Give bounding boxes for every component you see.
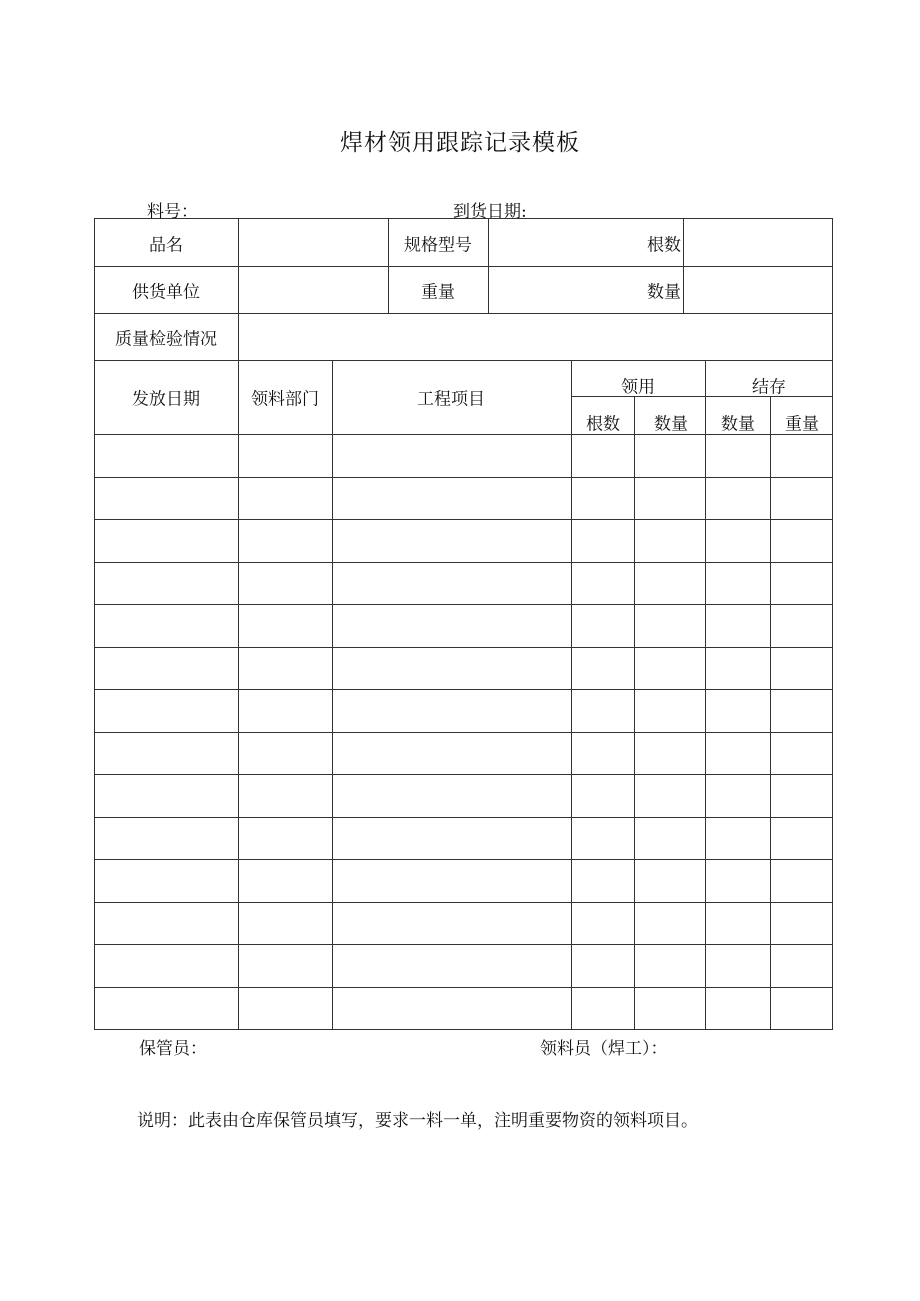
quantity-value[interactable] bbox=[684, 267, 832, 313]
table-row bbox=[95, 859, 832, 902]
table-cell[interactable] bbox=[572, 648, 634, 690]
table-cell[interactable] bbox=[706, 478, 770, 520]
table-cell[interactable] bbox=[333, 775, 571, 817]
table-cell[interactable] bbox=[706, 775, 770, 817]
table-cell[interactable] bbox=[706, 563, 770, 605]
table-cell[interactable] bbox=[635, 563, 705, 605]
table-cell[interactable] bbox=[771, 733, 831, 775]
instruction-note: 说明：此表由仓库保管员填写，要求一料一单，注明重要物资的领料项目。 bbox=[137, 1111, 698, 1131]
header-stock-quantity: 数量 bbox=[721, 414, 755, 435]
table-cell[interactable] bbox=[239, 945, 332, 987]
receiver-label: 领料员（焊工）： bbox=[540, 1039, 668, 1059]
table-cell[interactable] bbox=[572, 733, 634, 775]
table-cell[interactable] bbox=[706, 818, 770, 860]
header-received-root-count: 根数 bbox=[586, 414, 620, 435]
table-cell[interactable] bbox=[95, 860, 238, 902]
table-cell[interactable] bbox=[239, 818, 332, 860]
table-cell[interactable] bbox=[771, 563, 831, 605]
keeper-label: 保管员： bbox=[139, 1039, 207, 1059]
table-cell[interactable] bbox=[333, 818, 571, 860]
table-cell[interactable] bbox=[95, 775, 238, 817]
table-row bbox=[95, 689, 832, 732]
table-row bbox=[95, 477, 832, 520]
table-cell[interactable] bbox=[572, 563, 634, 605]
supplier-value[interactable] bbox=[239, 267, 388, 313]
table-cell[interactable] bbox=[333, 733, 571, 775]
table-cell[interactable] bbox=[771, 478, 831, 520]
table-cell[interactable] bbox=[239, 860, 332, 902]
quality-inspection-value[interactable] bbox=[239, 314, 832, 360]
table-cell[interactable] bbox=[239, 690, 332, 732]
header-stock-weight: 重量 bbox=[785, 414, 819, 435]
table-cell[interactable] bbox=[572, 435, 634, 477]
arrival-date-label: 到货日期: bbox=[453, 202, 527, 222]
table-cell[interactable] bbox=[706, 520, 770, 562]
table-cell[interactable] bbox=[706, 903, 770, 945]
table-cell[interactable] bbox=[771, 775, 831, 817]
table-row bbox=[95, 987, 832, 1030]
table-cell[interactable] bbox=[771, 648, 831, 690]
product-name-value[interactable] bbox=[239, 219, 388, 266]
table-cell[interactable] bbox=[771, 605, 831, 647]
table-row bbox=[95, 732, 832, 775]
table-cell[interactable] bbox=[95, 818, 238, 860]
table-cell[interactable] bbox=[572, 903, 634, 945]
header-received-quantity: 数量 bbox=[654, 414, 688, 435]
table-cell[interactable] bbox=[239, 435, 332, 477]
table-cell[interactable] bbox=[95, 435, 238, 477]
table-cell[interactable] bbox=[333, 478, 571, 520]
table-cell[interactable] bbox=[771, 818, 831, 860]
table-cell[interactable] bbox=[635, 775, 705, 817]
table-cell[interactable] bbox=[239, 563, 332, 605]
table-cell[interactable] bbox=[572, 605, 634, 647]
table-cell[interactable] bbox=[95, 563, 238, 605]
quantity-label: 数量 bbox=[647, 282, 681, 303]
table-cell[interactable] bbox=[239, 903, 332, 945]
table-cell[interactable] bbox=[635, 648, 705, 690]
root-count-label: 根数 bbox=[647, 235, 681, 256]
material-no-label: 料号： bbox=[147, 202, 198, 222]
header-issue-date: 发放日期 bbox=[132, 389, 200, 410]
table-cell[interactable] bbox=[771, 520, 831, 562]
table-cell[interactable] bbox=[333, 648, 571, 690]
table-row bbox=[95, 519, 832, 562]
spec-model-label: 规格型号 bbox=[404, 235, 472, 256]
table-cell[interactable] bbox=[771, 988, 831, 1030]
table-cell[interactable] bbox=[333, 435, 571, 477]
header-receiving-dept: 领料部门 bbox=[251, 389, 319, 410]
table-cell[interactable] bbox=[771, 903, 831, 945]
table-row bbox=[95, 944, 832, 987]
table-cell[interactable] bbox=[635, 435, 705, 477]
quality-inspection-label: 质量检验情况 bbox=[115, 329, 217, 350]
table-cell[interactable] bbox=[771, 435, 831, 477]
table-cell[interactable] bbox=[706, 648, 770, 690]
record-table bbox=[94, 218, 833, 1030]
supplier-label: 供货单位 bbox=[132, 282, 200, 303]
table-cell[interactable] bbox=[635, 818, 705, 860]
table-cell[interactable] bbox=[333, 988, 571, 1030]
table-cell[interactable] bbox=[572, 775, 634, 817]
table-cell[interactable] bbox=[635, 690, 705, 732]
weight-label: 重量 bbox=[421, 282, 455, 303]
table-cell[interactable] bbox=[95, 648, 238, 690]
table-cell[interactable] bbox=[333, 520, 571, 562]
table-cell[interactable] bbox=[572, 860, 634, 902]
table-cell[interactable] bbox=[95, 605, 238, 647]
table-row bbox=[95, 562, 832, 605]
table-cell[interactable] bbox=[572, 690, 634, 732]
table-cell[interactable] bbox=[95, 690, 238, 732]
table-cell[interactable] bbox=[239, 478, 332, 520]
table-cell[interactable] bbox=[706, 733, 770, 775]
table-cell[interactable] bbox=[635, 945, 705, 987]
table-cell[interactable] bbox=[771, 690, 831, 732]
table-cell[interactable] bbox=[572, 478, 634, 520]
table-cell[interactable] bbox=[635, 860, 705, 902]
spec-model-value[interactable] bbox=[489, 219, 683, 266]
header-stock: 结存 bbox=[752, 377, 786, 398]
table-cell[interactable] bbox=[95, 988, 238, 1030]
table-cell[interactable] bbox=[95, 733, 238, 775]
table-row bbox=[95, 434, 832, 477]
product-name-label: 品名 bbox=[149, 235, 183, 256]
table-cell[interactable] bbox=[572, 945, 634, 987]
table-row bbox=[95, 902, 832, 945]
table-cell[interactable] bbox=[572, 818, 634, 860]
table-cell[interactable] bbox=[239, 520, 332, 562]
table-cell[interactable] bbox=[95, 478, 238, 520]
table-row bbox=[95, 817, 832, 860]
table-cell[interactable] bbox=[572, 520, 634, 562]
table-cell[interactable] bbox=[706, 605, 770, 647]
table-cell[interactable] bbox=[333, 563, 571, 605]
table-cell[interactable] bbox=[95, 520, 238, 562]
table-cell[interactable] bbox=[239, 605, 332, 647]
table-cell[interactable] bbox=[771, 860, 831, 902]
table-cell[interactable] bbox=[95, 903, 238, 945]
table-cell[interactable] bbox=[239, 648, 332, 690]
table-cell[interactable] bbox=[95, 945, 238, 987]
table-cell[interactable] bbox=[706, 988, 770, 1030]
table-cell[interactable] bbox=[635, 605, 705, 647]
table-cell[interactable] bbox=[635, 733, 705, 775]
table-cell[interactable] bbox=[635, 988, 705, 1030]
header-received: 领用 bbox=[621, 377, 655, 398]
table-row bbox=[95, 647, 832, 690]
table-cell[interactable] bbox=[635, 520, 705, 562]
table-cell[interactable] bbox=[239, 988, 332, 1030]
table-cell[interactable] bbox=[572, 988, 634, 1030]
table-row bbox=[95, 604, 832, 647]
table-cell[interactable] bbox=[706, 860, 770, 902]
table-cell[interactable] bbox=[333, 903, 571, 945]
table-cell[interactable] bbox=[635, 478, 705, 520]
header-project: 工程项目 bbox=[417, 389, 485, 410]
table-cell[interactable] bbox=[706, 945, 770, 987]
page-title: 焊材领用跟踪记录模板 bbox=[340, 130, 580, 156]
table-cell[interactable] bbox=[239, 775, 332, 817]
table-cell[interactable] bbox=[333, 945, 571, 987]
table-cell[interactable] bbox=[333, 860, 571, 902]
table-cell[interactable] bbox=[771, 945, 831, 987]
table-row bbox=[95, 774, 832, 817]
table-cell[interactable] bbox=[706, 435, 770, 477]
table-cell[interactable] bbox=[333, 605, 571, 647]
table-cell[interactable] bbox=[333, 690, 571, 732]
table-cell[interactable] bbox=[635, 903, 705, 945]
table-cell[interactable] bbox=[706, 690, 770, 732]
weight-value[interactable] bbox=[489, 267, 683, 313]
root-count-value[interactable] bbox=[684, 219, 832, 266]
table-cell[interactable] bbox=[239, 733, 332, 775]
